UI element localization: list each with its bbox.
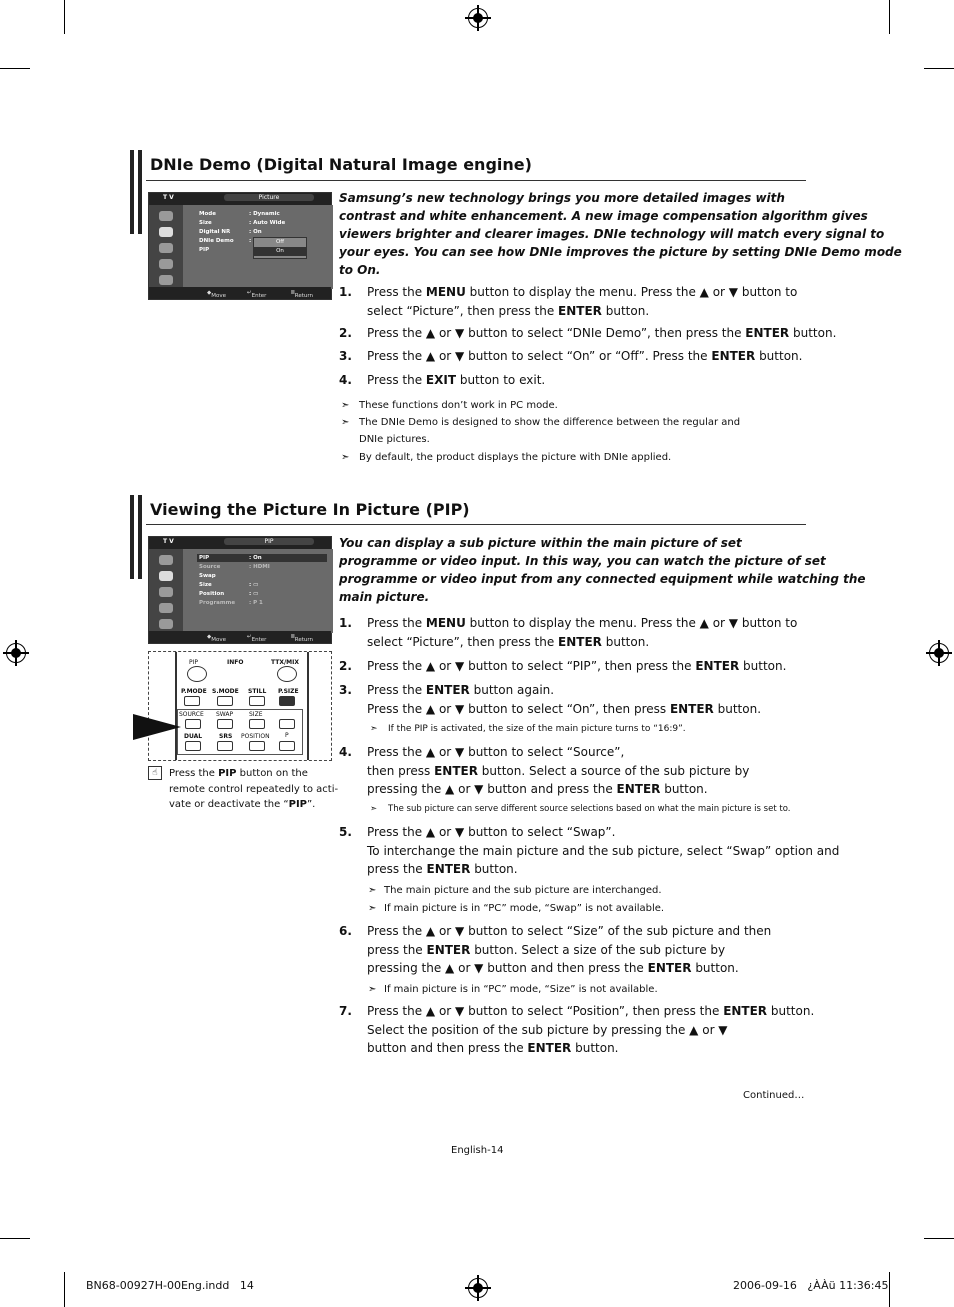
osd-popup-off: Off bbox=[275, 239, 285, 245]
section-rule bbox=[146, 524, 806, 525]
osd-sidebar bbox=[149, 549, 183, 633]
osd-row: Digital NR : On bbox=[199, 229, 262, 235]
registration-mark-icon bbox=[6, 643, 26, 663]
osd-tv-label: T V bbox=[163, 194, 174, 201]
osd-row: Mode : Dynamic bbox=[199, 211, 280, 217]
osd-title: PIP bbox=[224, 538, 314, 545]
note: ➣ The DNIe Demo is designed to show the difference between the regular and bbox=[341, 414, 740, 431]
osd-sound-icon bbox=[159, 243, 173, 253]
osd-row: Swap bbox=[199, 573, 216, 579]
section-rule bbox=[146, 180, 806, 181]
osd-popup bbox=[253, 237, 307, 259]
registration-mark-icon bbox=[468, 8, 488, 28]
osd-row: Size : ▭ bbox=[199, 582, 259, 588]
arrow-icon: ➣ bbox=[370, 804, 378, 814]
osd-picture-menu bbox=[148, 192, 332, 300]
osd-footer: ◆ Move ↵ Enter Ⅲ Return bbox=[149, 631, 331, 643]
section-marker bbox=[130, 150, 142, 234]
note: ➣ By default, the product displays the picture with DNIe applied. bbox=[341, 449, 671, 466]
remote-control-illustration: PIP INFO TTX/MIX P.MODE S.MODE STILL P.SIZE SOURCE SWAP SIZE DUAL SRS POSITION P bbox=[148, 651, 332, 761]
osd-row: PIP : On bbox=[199, 555, 262, 561]
sub-note: ➣ If main picture is in “PC” mode, “Size” is not available. bbox=[368, 981, 658, 998]
crop-mark bbox=[64, 0, 65, 34]
crop-mark bbox=[924, 68, 954, 69]
osd-picture-icon bbox=[159, 227, 173, 237]
registration-mark-icon bbox=[929, 643, 949, 663]
section-intro: Samsung’s new technology brings you more detailed images with contrast and white enhancement. A new image compensation algorithm gives viewers brighter and clearer images. DNIe technology will match every signal to your eyes. You can see how DNIe improves the picture by setting DNIe Demo mode to On. bbox=[339, 191, 902, 277]
osd-picture-icon bbox=[159, 571, 173, 581]
osd-footer: ◆ Move ↵ Enter Ⅲ Return bbox=[149, 287, 331, 299]
crop-mark bbox=[889, 0, 890, 34]
crop-mark bbox=[0, 68, 30, 69]
osd-channel-icon bbox=[159, 603, 173, 613]
osd-row: Source : HDMI bbox=[199, 564, 270, 570]
osd-setup-icon bbox=[159, 275, 173, 285]
osd-row: Position : ▭ bbox=[199, 591, 259, 597]
section-title: DNIe Demo (Digital Natural Image engine) bbox=[150, 155, 532, 174]
crop-mark bbox=[889, 1272, 890, 1307]
osd-row: PIP bbox=[199, 247, 210, 253]
arrow-icon: ➣ bbox=[370, 724, 378, 734]
footer-timestamp: 2006-09-16 ¿ÀÀü 11:36:45 bbox=[733, 1279, 889, 1292]
sub-note: ➣ The main picture and the sub picture are interchanged. bbox=[368, 882, 662, 899]
pointer-arrow-icon bbox=[133, 714, 181, 740]
sub-note: ➣ If main picture is in “PC” mode, “Swap” is not available. bbox=[368, 900, 664, 917]
osd-row: DNIe Demo : bbox=[199, 238, 252, 244]
osd-row: Programme : P 1 bbox=[199, 600, 263, 606]
osd-input-icon bbox=[159, 555, 173, 565]
crop-mark bbox=[0, 1238, 30, 1239]
crop-mark bbox=[64, 1272, 65, 1307]
section-intro: You can display a sub picture within the main picture of set programme or video input. In this way, you can watch the picture of set programme or video input from any connected equipment while watching the main picture. bbox=[339, 536, 866, 604]
section-marker bbox=[130, 495, 142, 579]
arrow-icon: ➣ bbox=[341, 417, 350, 428]
pip-button-icon bbox=[187, 666, 207, 682]
arrow-icon: ➣ bbox=[368, 903, 377, 914]
continued-label: Continued… bbox=[743, 1090, 805, 1101]
crop-mark bbox=[924, 1238, 954, 1239]
note: DNIe pictures. bbox=[359, 434, 430, 445]
osd-title: Picture bbox=[224, 194, 314, 201]
page-number: English-14 bbox=[451, 1145, 504, 1156]
registration-mark-icon bbox=[468, 1278, 488, 1298]
osd-sound-icon bbox=[159, 587, 173, 597]
note: ➣ These functions don’t work in PC mode. bbox=[341, 397, 558, 414]
osd-tv-label: T V bbox=[163, 538, 174, 545]
osd-channel-icon bbox=[159, 259, 173, 269]
hand-icon: ☝ bbox=[148, 766, 162, 780]
osd-pip-menu bbox=[148, 536, 332, 644]
section-title: Viewing the Picture In Picture (PIP) bbox=[150, 500, 470, 519]
sub-note: ➣ If the PIP is activated, the size of the main picture turns to “16:9”. bbox=[370, 721, 686, 738]
osd-setup-icon bbox=[159, 619, 173, 629]
osd-popup-on: On bbox=[254, 247, 306, 256]
arrow-icon: ➣ bbox=[341, 400, 350, 411]
footer-file-info: BN68-00927H-00Eng.indd 14 bbox=[86, 1279, 254, 1292]
osd-input-icon bbox=[159, 211, 173, 221]
arrow-icon: ➣ bbox=[368, 885, 377, 896]
sub-note: ➣ The sub picture can serve different source selections based on what the main picture is set to. bbox=[370, 801, 790, 818]
remote-caption: Press the PIP button on the remote control repeatedly to acti- vate or deactivate the “PIP”. bbox=[169, 768, 339, 810]
osd-sidebar bbox=[149, 205, 183, 289]
osd-row: Size : Auto Wide bbox=[199, 220, 286, 226]
ttx-button-icon bbox=[277, 666, 297, 682]
arrow-icon: ➣ bbox=[368, 984, 377, 995]
arrow-icon: ➣ bbox=[341, 452, 350, 463]
